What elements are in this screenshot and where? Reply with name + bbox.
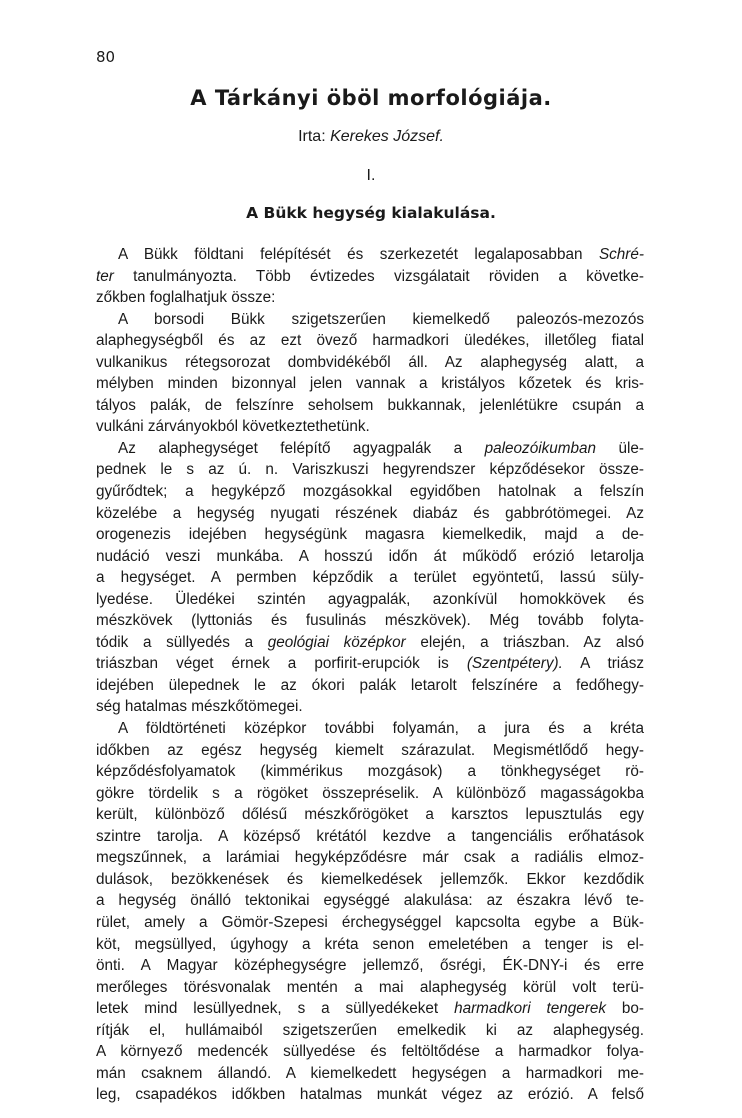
text-run: tódik a süllyedés a	[96, 633, 268, 651]
text-line	[96, 804, 644, 826]
text-run: bo-	[606, 1000, 645, 1018]
text-line	[96, 1063, 644, 1085]
text-line	[96, 718, 644, 740]
text-run: idejében ülepednek le az ókori palák letarolt felszínére a fedőhegy-	[96, 676, 644, 694]
text-line	[96, 395, 644, 417]
text-run: vulkáni zárványokból következtethetünk.	[96, 418, 370, 436]
text-run: vulkanikus rétegsorozat dombvidékéből áll. Az alaphegység alatt, a	[96, 353, 644, 371]
text-line	[96, 977, 644, 999]
text-line	[96, 675, 644, 697]
text-run: gyűrődtek; a hegyképző mozgásokkal egyidőben hatolnak a felszín	[96, 483, 644, 501]
text-run: gökre tördelik s a rögöket összepréselik. A különböző magasságokba	[96, 784, 644, 802]
text-line	[96, 546, 644, 568]
text-line	[96, 481, 644, 503]
text-run: képződésfolyamatok (kimmérikus mozgások) a tönkhegységet rö-	[96, 763, 644, 781]
text-line	[96, 610, 644, 632]
text-run: A borsodi Bükk szigetszerűen kiemelkedő paleozós-mezozós	[118, 310, 644, 328]
text-line	[96, 352, 644, 374]
text-line	[96, 373, 644, 395]
text-line	[96, 503, 644, 525]
text-run: mán csaknem állandó. A kiemelkedett hegységen a harmadkori me-	[96, 1064, 644, 1082]
article-title: A Tárkányi öböl morfológiája.	[190, 86, 552, 110]
text-run: A környező medencék süllyedése és feltöltődése a harmadkor folya-	[96, 1043, 644, 1061]
text-line	[96, 696, 644, 718]
body-text	[96, 244, 644, 1106]
text-line	[96, 934, 644, 956]
text-line	[96, 589, 644, 611]
text-line	[96, 287, 644, 309]
text-line	[96, 826, 644, 848]
text-run: orogenezis idejében hegységünk magasra kiemelkedik, majd a de-	[96, 526, 644, 544]
text-run: köt, megsüllyed, úgyhogy a kréta senon emeletében a tenger is el-	[96, 935, 644, 953]
text-line	[96, 912, 644, 934]
text-run: időkben az egész hegység kiemelt szárazulat. Megismétlődő hegy-	[96, 741, 644, 759]
section-number: I.	[366, 167, 376, 184]
byline	[0, 128, 742, 146]
text-run: üle-	[596, 439, 645, 457]
text-line	[96, 438, 644, 460]
text-run: a hegység önálló tektonikai egységgé alakulása: az északra lévő te-	[96, 892, 644, 910]
text-line	[96, 847, 644, 869]
text-run: szintre tarolja. A középső krétától kezdve a tangenciális erőhatások	[96, 827, 644, 845]
text-run: A triász	[562, 655, 644, 673]
text-run: mészkövek (lyttoniás és fusulinás mészkövek). Még tovább folyta-	[96, 612, 644, 630]
text-line	[96, 244, 644, 266]
text-line	[96, 1084, 644, 1106]
text-run: önti. A Magyar középhegységre jellemző, ősrégi, ÉK-DNY-i és erre	[96, 957, 644, 975]
page-number: 80	[96, 48, 116, 66]
text-line	[96, 330, 644, 352]
italic-text: ter	[96, 267, 114, 285]
text-run: tanulmányozta. Több évtizedes vizsgálatait röviden a követke-	[113, 267, 644, 285]
text-run: A Bükk földtani felépítését és szerkezetét legalaposabban	[118, 246, 599, 263]
text-run: mélyben minden bizonnyal jelen vannak a kristályos kőzetek és kris-	[96, 375, 644, 393]
text-line	[96, 416, 644, 438]
author-name: Kerekes József.	[330, 128, 444, 145]
text-run: tályos palák, de felszínre seholsem bukkannak, jelenlétükre csupán a	[96, 396, 644, 414]
text-line	[96, 459, 644, 481]
text-run: ség hatalmas mészkőtömegei.	[96, 698, 303, 716]
text-run: lyedése. Üledékei szintén agyagpalák, azonkívül homokkövek és	[96, 590, 644, 608]
text-run: letek mind lesüllyednek, s a süllyedékeket	[96, 1000, 455, 1018]
text-run: alaphegységből és az ezt övező harmadkori üledékes, illetőleg fiatal	[96, 332, 644, 350]
text-run: került, különböző dőlésű mészkőrögöket a karsztos lepusztulás egy	[96, 806, 644, 824]
text-run: a hegységet. A permben képződik a terület egyöntetű, lassú süly-	[96, 569, 644, 587]
text-run: pednek le s az ú. n. Variszkuszi hegyrendszer képződésekor össze-	[96, 461, 644, 479]
text-line	[96, 783, 644, 805]
text-run: zőkben foglalhatjuk össze:	[96, 289, 276, 307]
text-line	[96, 869, 644, 891]
italic-text: (Szentpétery).	[466, 655, 563, 673]
text-line	[96, 998, 644, 1020]
text-line	[96, 266, 644, 288]
text-line	[96, 567, 644, 589]
text-run: rület, amely a Gömör-Szepesi érchegységgel kapcsolta egybe a Bük-	[96, 913, 644, 931]
text-line	[96, 1020, 644, 1042]
text-line	[96, 955, 644, 977]
text-run: nudáció veszi munkába. A hosszú időn át működő erózió letarolja	[96, 547, 644, 565]
text-line	[96, 1041, 644, 1063]
text-line	[96, 740, 644, 762]
italic-text: paleozóikumban	[484, 439, 597, 457]
text-line	[96, 653, 644, 675]
italic-text: geológiai középkor	[267, 633, 406, 651]
text-run: rítják el, hullámaiból szigetszerűen emelkedik ki az alaphegység.	[96, 1021, 644, 1039]
byline-prefix: Irta:	[298, 128, 331, 145]
text-line	[96, 309, 644, 331]
text-run: közelébe a hegység nyugati részének diabáz és gabbrótömegei. Az	[96, 504, 644, 522]
text-run: dulások, bezökkenések és kiemelkedések jellemzők. Ekkor kezdődik	[96, 870, 644, 888]
text-run: A földtörténeti középkor további folyamán, a jura és a kréta	[118, 720, 644, 738]
text-line	[96, 761, 644, 783]
text-line	[96, 890, 644, 912]
text-run: elején, a triászban. Az alsó	[405, 633, 644, 651]
text-run: merőleges törésvonalak mentén a mai alaphegység körül volt terü-	[96, 978, 644, 996]
text-line	[96, 632, 644, 654]
text-run: leg, csapadékos időkben hatalmas munkát végez az erózió. A felső	[96, 1086, 644, 1104]
italic-text: Schré-	[598, 246, 644, 263]
text-run: Az alaphegységet felépítő agyagpalák a	[118, 439, 485, 457]
text-run: triászban véget érnek a porfirit-erupciók is	[96, 655, 467, 673]
italic-text: harmadkori tengerek	[454, 1000, 607, 1018]
text-line	[96, 524, 644, 546]
section-title: A Bükk hegység kialakulása.	[246, 204, 496, 222]
text-run: megszűnnek, a larámiai hegyképződésre már csak a radiális elmoz-	[96, 849, 644, 867]
